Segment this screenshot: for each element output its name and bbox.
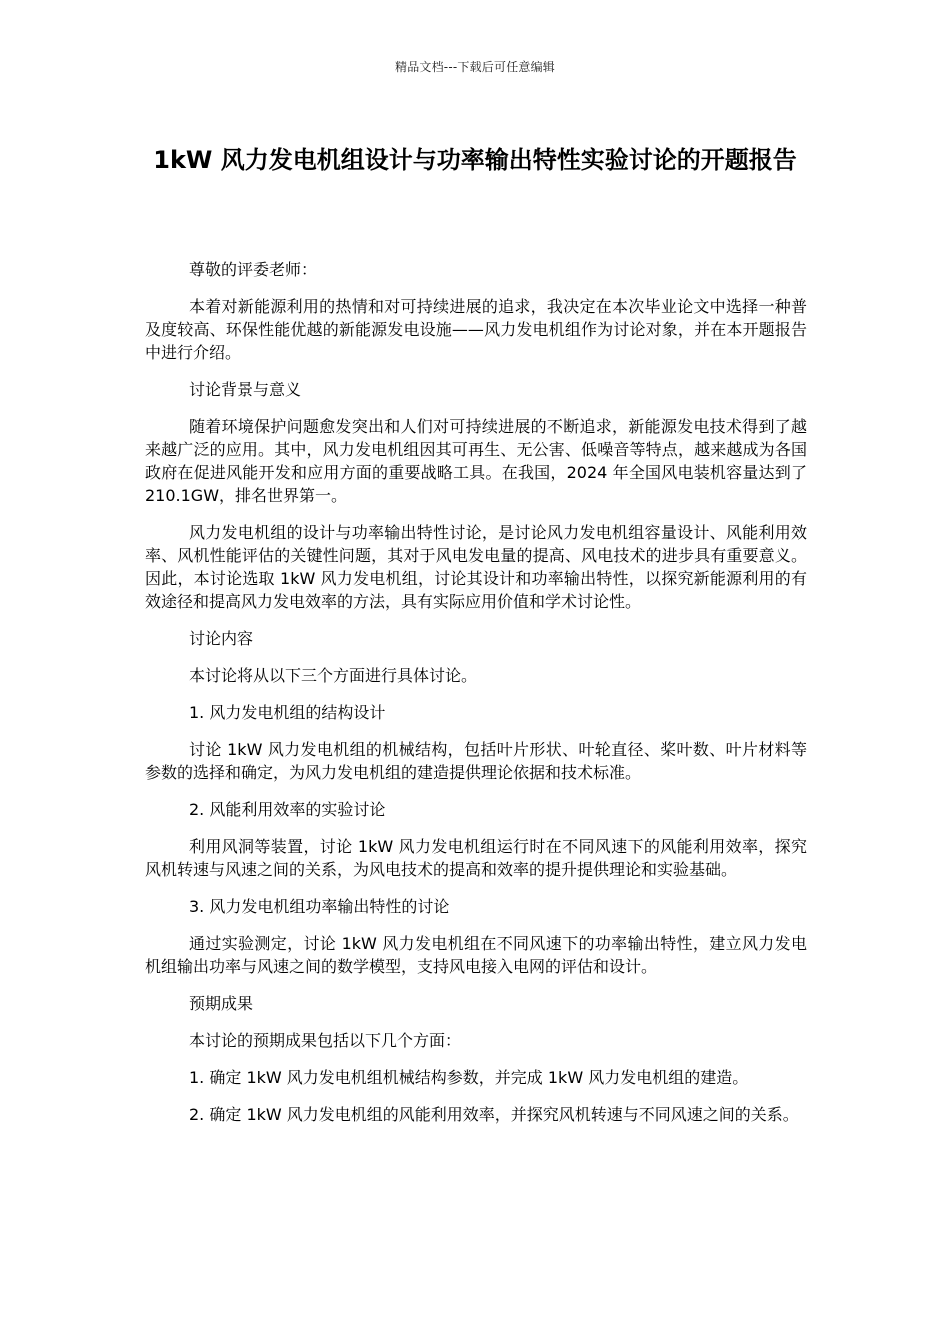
content-item-1-text: 讨论 1kW 风力发电机组的机械结构，包括叶片形状、叶轮直径、桨叶数、叶片材料等参数的选择和确定，为风力发电机组的建造提供理论依据和技术标准。 — [145, 740, 807, 782]
section-heading-content: 讨论内容 — [189, 629, 254, 648]
content-item-1-title: 1. 风力发电机组的结构设计 — [189, 703, 386, 722]
background-paragraph-2: 风力发电机组的设计与功率输出特性讨论，是讨论风力发电机组容量设计、风能利用效率、风机性能评估的关键性问题，其对于风电发电量的提高、风电技术的进步具有重要意义。因此，本讨论选取 1kW 风力发电机组，讨论其设计和功率输出特性，以探究新能源利用的有效途径和提高风力发电效率的方法，具有实际应用价值和学术讨论性。 — [145, 523, 807, 611]
content-item-3-title: 3. 风力发电机组功率输出特性的讨论 — [189, 897, 450, 916]
section-heading-results: 预期成果 — [189, 994, 254, 1013]
salutation: 尊敬的评委老师： — [189, 260, 318, 279]
content-intro: 本讨论将从以下三个方面进行具体讨论。 — [189, 666, 478, 685]
section-heading-background: 讨论背景与意义 — [189, 380, 302, 399]
result-item-1: 1. 确定 1kW 风力发电机组机械结构参数，并完成 1kW 风力发电机组的建造。 — [189, 1068, 749, 1087]
results-intro: 本讨论的预期成果包括以下几个方面： — [189, 1031, 462, 1050]
content-item-2-title: 2. 风能利用效率的实验讨论 — [189, 800, 386, 819]
background-paragraph-1: 随着环境保护问题愈发突出和人们对可持续进展的不断追求，新能源发电技术得到了越来越广泛的应用。其中，风力发电机组因其可再生、无公害、低噪音等特点，越来越成为各国政府在促进风能开发和应用方面的重要战略工具。在我国，2024 年全国风电装机容量达到了 210.1GW，排名世界第一。 — [145, 417, 807, 505]
result-item-2: 2. 确定 1kW 风力发电机组的风能利用效率，并探究风机转速与不同风速之间的关系。 — [189, 1105, 799, 1124]
intro-paragraph: 本着对新能源利用的热情和对可持续进展的追求，我决定在本次毕业论文中选择一种普及度较高、环保性能优越的新能源发电设施——风力发电机组作为讨论对象，并在本开题报告中进行介绍。 — [145, 297, 807, 362]
document-title: 1kW 风力发电机组设计与功率输出特性实验讨论的开题报告 — [153, 146, 797, 174]
document-body — [145, 258, 807, 1140]
content-item-2-text: 利用风洞等装置，讨论 1kW 风力发电机组运行时在不同风速下的风能利用效率，探究风机转速与风速之间的关系，为风电技术的提高和效率的提升提供理论和实验基础。 — [145, 837, 807, 879]
content-item-3-text: 通过实验测定，讨论 1kW 风力发电机组在不同风速下的功率输出特性，建立风力发电机组输出功率与风速之间的数学模型，支持风电接入电网的评估和设计。 — [145, 934, 807, 976]
header-note: 精品文档---下载后可任意编辑 — [395, 60, 555, 74]
